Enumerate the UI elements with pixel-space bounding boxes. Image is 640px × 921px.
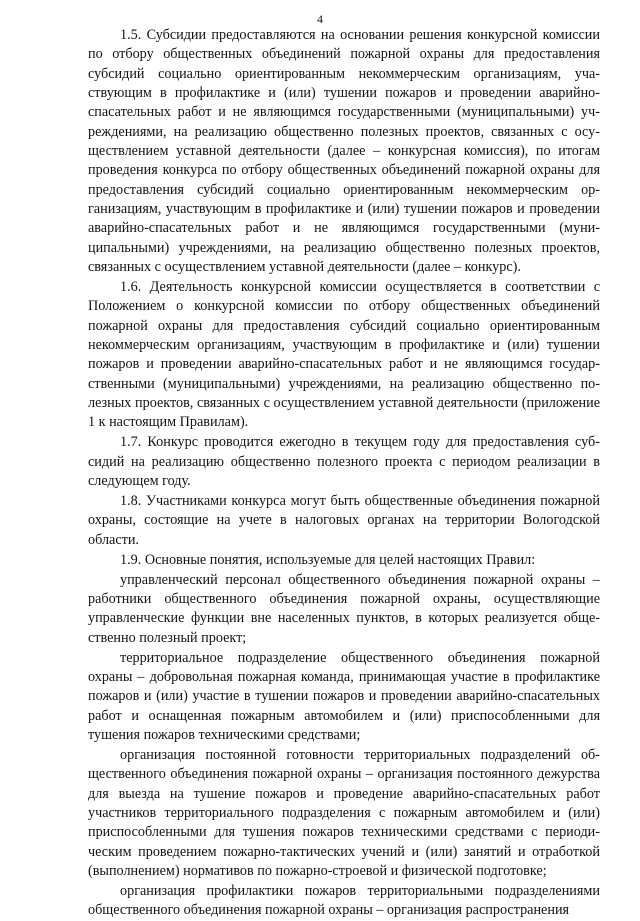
definition-constant-readiness: организация постоянной готовности территориальных подразделений общественного объединения пожарной охраны – организация постоянного дежурства для выезда на тушение пожаров и проведение аварийно-спасательных работ участников территориального подразделения с пожарным автомобилем и (или) приспособленными для тушения пожаров техническими средствами с периодическим проведением пожарно-тактических учений и (или) занятий и отработкой (выполнением) нормативов по пожарно-строевой и физической подготовке; bbox=[88, 746, 600, 879]
paragraph-1-6: 1.6. Деятельность конкурсной комиссии осуществляется в соответствии с Положением о конкурсной комиссии по отбору общественных объединений пожарной охраны для предоставления субсидий социально ориентированным некоммерческим организациям, участвующим в профилактике и (или) тушении пожаров и проведении аварийно-спасательных работ и не являющимся государственными (муниципальными) учреждениями, на реализацию общественно полезных проектов, связанных с осуществлением уставной деятельности (приложение 1 к настоящим Правилам). bbox=[88, 279, 600, 431]
definition-management-staff: управленческий персонал общественного объединения пожарной охраны – работники общественного объединения пожарной охраны, осуществляющие управленческие функции вне населенных пунктов, в которых реализуется общественно полезный проект; bbox=[88, 571, 600, 646]
paragraph-1-8: 1.8. Участниками конкурса могут быть общественные объединения пожарной охраны, состоящие на учете в налоговых органах на территории Вологодской области. bbox=[88, 493, 600, 548]
definition-fire-prevention: организация профилактики пожаров территориальными подразделениями общественного объединения пожарной охраны – организация распространения bbox=[88, 882, 600, 919]
definition-territorial-unit: территориальное подразделение общественного объединения пожарной охраны – добровольная пожарная команда, принимающая участие в профилактике пожаров и (или) участие в тушении пожаров и проведении аварийно-спасательных работ и оснащенная пожарным автомобилем и (или) приспособленными для тушения пожаров техническими средствами; bbox=[88, 649, 600, 743]
paragraph-1-5: 1.5. Субсидии предоставляются на основании решения конкурсной комиссии по отбору общественных объединений пожарной охраны для предоставления субсидий социально ориентированным некоммерческим организациям, участвующим в профилактике и (или) тушении пожаров и проведении аварийно-спасательных работ и не являющимся государственными (муниципальными) учреждениями, на реализацию общественно полезных проектов, связанных с осуществлением уставной деятельности (далее – конкурсная комиссия), по итогам проведения конкурса по отбору общественных объединений пожарной охраны для предоставления субсидий социально ориентированным некоммерческим организациям, участвующим в профилактике и (или) тушении пожаров и проведении аварийно-спасательных работ и не являющимся государственными (муниципальными) учреждениями, на реализацию общественно полезных проектов, связанных с осуществлением уставной деятельности (далее – конкурс). bbox=[88, 27, 600, 276]
document-body bbox=[88, 26, 600, 921]
paragraph-1-7: 1.7. Конкурс проводится ежегодно в текущем году для предоставления субсидий на реализацию общественно полезного проекта с периодом реализации в следующем году. bbox=[88, 434, 600, 490]
page-number: 4 bbox=[317, 12, 323, 26]
paragraph-1-9: 1.9. Основные понятия, используемые для целей настоящих Правил: bbox=[120, 551, 536, 568]
